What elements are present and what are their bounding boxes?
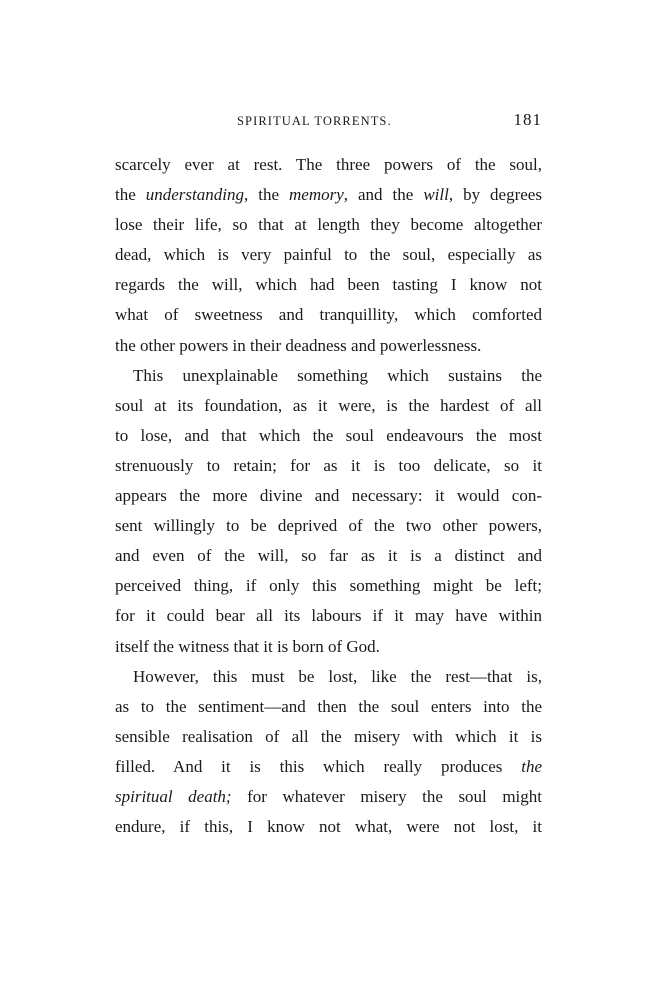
text-line: itself the witness that it is born of God. [115,636,380,656]
text-line: the other powers in their deadness and powerlessness. [115,335,482,355]
running-title: SPIRITUAL TORRENTS. [237,114,392,128]
text-line: endure, if this, I know not what, were not lost, it [115,817,542,837]
paragraph [115,150,542,361]
text-line: dead, which is very painful to the soul, especially as [115,245,542,265]
text-line: as to the sentiment—and then the soul enters into the [115,696,542,716]
text-line: and even of the will, so far as it is a distinct and [115,546,542,566]
text-line: filled. And it is this which really produces the [115,756,542,776]
italic-text: understanding [145,185,244,205]
text-line: lose their life, so that at length they become altogether [115,215,542,235]
text-line: This unexplainable something which sustains the [133,365,542,385]
text-line: However, this must be lost, like the rest—that is, [133,666,542,686]
paragraph [115,662,542,843]
text-line: scarcely ever at rest. The three powers of the soul, [115,155,542,174]
text-line: soul at its foundation, as it were, is the hardest of all [115,395,542,415]
text-line: to lose, and that which the soul endeavours the most [115,425,542,445]
text-line: perceived thing, if only this something might be left; [115,576,542,596]
text-line: the understanding, the memory, and the will, by degrees [115,185,542,205]
text-line: what of sweetness and tranquillity, which comforted [115,305,542,325]
italic-text: the [521,756,542,776]
body-text [115,150,542,842]
italic-text: memory [289,185,344,205]
text-line: regards the will, which had been tasting I know not [115,275,542,295]
italic-text: will [423,185,449,205]
text-line: appears the more divine and necessary: it would con- [115,486,542,506]
running-head [115,110,542,136]
text-line: sent willingly to be deprived of the two other powers, [115,516,542,536]
italic-text: spiritual death; [115,786,232,806]
text-line: sensible realisation of all the misery with which it is [115,726,542,746]
paragraph [115,361,542,662]
text-line: for it could bear all its labours if it may have within [115,606,542,626]
text-line: spiritual death; for whatever misery the soul might [115,786,542,806]
page-number: 181 [513,110,542,129]
text-line: strenuously to retain; for as it is too delicate, so it [115,455,542,475]
